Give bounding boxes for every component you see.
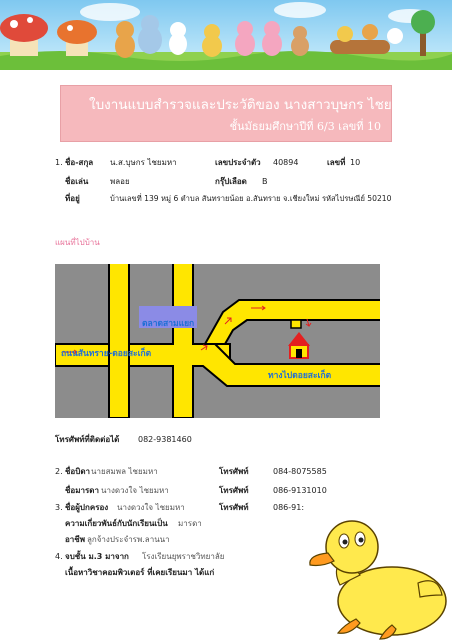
phone-label: โทรศัพท์ที่ติดต่อได้ xyxy=(55,435,120,444)
father-phone-value: 084-8075585 xyxy=(273,467,327,476)
phone-value: 082-9381460 xyxy=(138,435,192,444)
title-box xyxy=(60,85,418,142)
guardian-label: ชื่อผู้ปกครอง xyxy=(65,503,109,512)
address-value: บ้านเลขที่ 139 หมู่ 6 ตำบล สันทรายน้อย อ.สันทราย จ.เชียงใหม่ รหัสไปรษณีย์ 50210 xyxy=(110,194,392,203)
home-map xyxy=(55,264,380,418)
guardian-phone-value: 086-91: xyxy=(273,503,305,512)
house-icon xyxy=(288,332,310,358)
address-label: ที่อยู่ xyxy=(65,194,80,203)
father-label: ชื่อบิดา xyxy=(65,467,90,476)
mother-phone-label: โทรศัพท์ xyxy=(219,486,249,495)
occupation-value: ลูกจ้างประจำรพ.ลานนา xyxy=(87,535,170,544)
title-sub: ชั้นมัธยมศึกษาปีที่ 6/3 เลขที่ 10 xyxy=(229,120,381,133)
previous-school-value: โรงเรียนยุพราชวิทยาลัย xyxy=(142,552,225,561)
name-value: น.ส.บุษกร ไชยมหา xyxy=(110,158,177,167)
blood-group-value: B xyxy=(262,177,268,186)
relation-label: ความเกี่ยวพันธ์กับนักเรียนเป็น xyxy=(65,519,168,528)
student-no-value: 10 xyxy=(350,158,361,167)
map-market-label: ตลาดสามแยก xyxy=(142,319,195,329)
section-3-number: 3. xyxy=(55,503,63,512)
nickname-label: ชื่อเล่น xyxy=(65,177,89,186)
name-label: ชื่อ-สกุล xyxy=(65,158,94,167)
header-banner xyxy=(0,0,452,70)
duck-illustration xyxy=(300,505,450,640)
title-main: ใบงานแบบสำรวจและประวัติของ นางสาวบุษกร ไชยมหา xyxy=(89,97,418,113)
computer-subjects-label: เนื้อหาวิชาคอมพิวเตอร์ ที่เคยเรียนมา ได้แก่ xyxy=(65,568,215,577)
father-value: นายสมพล ไชยมหา xyxy=(91,467,158,476)
guardian-phone-label: โทรศัพท์ xyxy=(219,503,249,512)
mother-phone-value: 086-9131010 xyxy=(273,486,327,495)
occupation-label: อาชีพ xyxy=(65,535,85,544)
previous-school-label: จบชั้น ม.3 มาจาก xyxy=(65,552,129,561)
map-road-label: ถนนสันทราย-ดอยสะเก็ต xyxy=(61,349,152,359)
student-id-value: 40894 xyxy=(273,158,299,167)
map-direction-label: ทางไปดอยสะเก็ต xyxy=(268,371,332,381)
father-phone-label: โทรศัพท์ xyxy=(219,467,249,476)
mother-value: นางดวงใจ ไชยมหา xyxy=(101,486,169,495)
section-2-number: 2. xyxy=(55,467,63,476)
map-heading: แผนที่ไปบ้าน xyxy=(55,238,100,247)
section-4-number: 4. xyxy=(55,552,63,561)
section-1-number: 1. xyxy=(55,158,63,167)
student-id-label: เลขประจำตัว xyxy=(215,158,261,167)
blood-group-label: กรุ๊ปเลือด xyxy=(215,177,247,186)
nickname-value: พลอย xyxy=(110,177,130,186)
student-no-label: เลขที่ xyxy=(327,158,346,167)
guardian-value: นางดวงใจ ไชยมหา xyxy=(117,503,185,512)
relation-value: มารดา xyxy=(178,519,202,528)
mother-label: ชื่อมารดา xyxy=(65,486,99,495)
